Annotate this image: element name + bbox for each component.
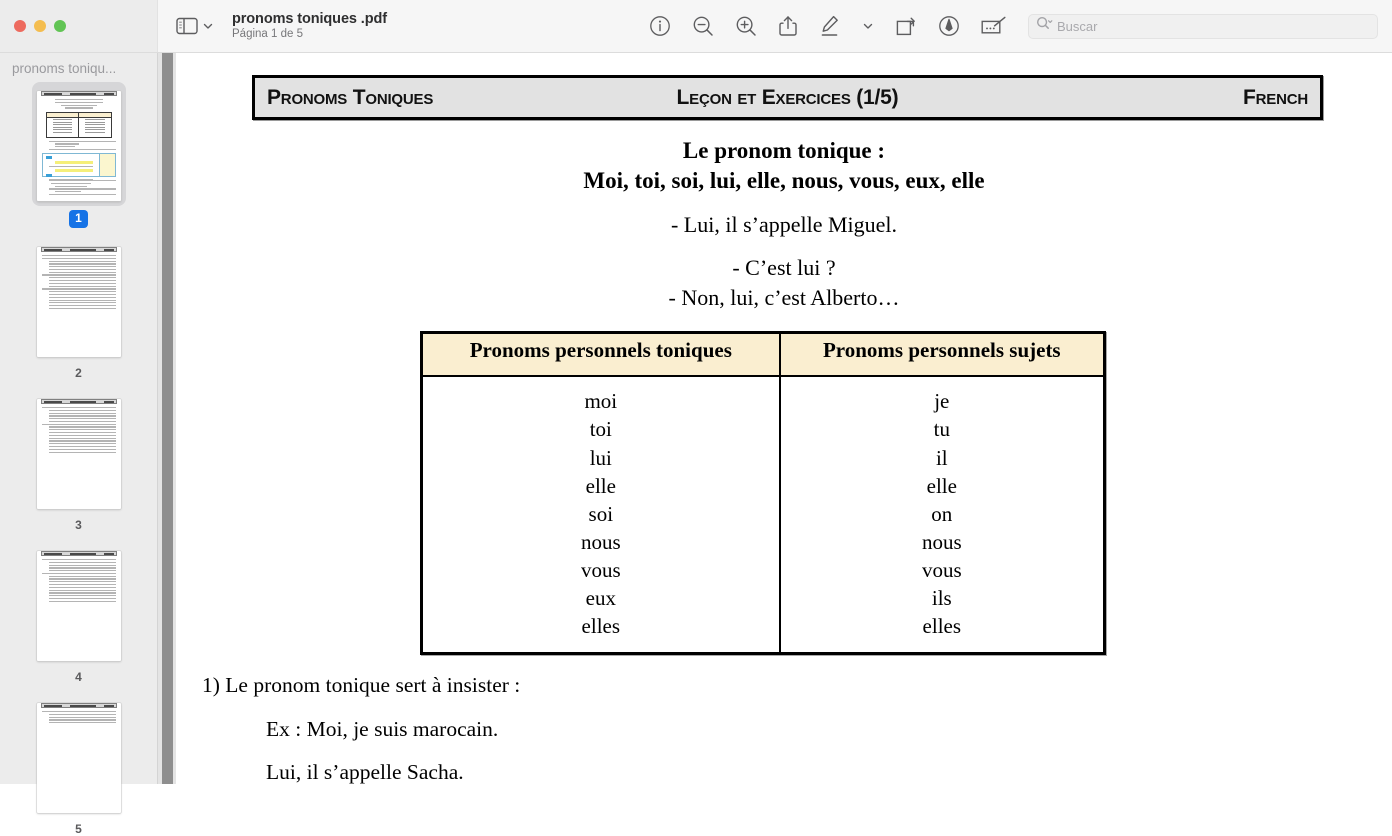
thumbnail-item-5[interactable] [0,694,157,836]
info-icon[interactable] [649,15,671,37]
document-header-banner [252,75,1323,120]
sidebar-icon[interactable] [176,17,198,35]
thumbnail-frame[interactable] [32,694,126,818]
thumbnail-frame[interactable] [32,82,126,206]
pronoun-item: il [935,445,948,470]
thumbnail-page-number: 1 [69,210,88,228]
pronoun-item: eux [585,586,616,611]
search-icon [1036,16,1053,36]
thumbnail-item-1[interactable] [0,82,157,228]
thumbnail-page-preview [37,551,121,661]
search-input[interactable] [1028,14,1378,39]
document-body-text [176,675,1392,784]
pdf-page [176,53,1392,806]
chevron-down-icon[interactable] [862,20,874,32]
sidebar-toggle-group[interactable] [176,17,214,35]
zoom-in-icon[interactable] [735,15,757,37]
banner-center-text: Leçon et Exercices (1/5) [676,85,899,109]
thumbnail-page-preview [37,91,121,201]
thumbnail-frame[interactable] [32,390,126,514]
pronoun-item: ils [931,586,952,611]
thumbnail-page-number: 5 [75,822,82,836]
thumbnail-page-preview [37,703,121,813]
pronoun-item: elles [581,614,621,639]
window-controls [0,0,157,52]
thumbnail-frame[interactable] [32,542,126,666]
search-placeholder: Buscar [1057,18,1098,34]
pronoun-item: vous [921,558,962,583]
thumbnail-item-4[interactable] [0,542,157,684]
mini-banner [41,91,117,96]
example-line-3: - Non, lui, c’est Alberto… [668,285,900,311]
lesson-title-line-2: Moi, toi, soi, lui, elle, nous, vous, eux, elle [583,167,985,193]
thumbnail-list [0,82,157,836]
column-header-subject: Pronoms personnels sujets [780,332,1105,376]
tonic-pronoun-cell [422,376,780,654]
thumbnail-frame[interactable] [32,238,126,362]
pronoun-table-body [422,376,1105,654]
banner-right-text: French [1243,85,1308,109]
pronoun-item: on [931,501,953,526]
thumbnail-page-number: 3 [75,518,82,532]
pronoun-item: nous [580,529,621,554]
sidebar-document-name: pronoms toniqu... [12,61,117,76]
maximize-button[interactable] [54,20,66,32]
document-viewport[interactable] [176,53,1392,784]
mini-banner [41,399,117,404]
banner-left-text: Pronoms Toniques [267,85,434,109]
column-header-tonic: Pronoms personnels toniques [422,332,780,376]
pronoun-item: je [934,389,950,414]
toolbar [0,0,1392,53]
mini-highlight-box [42,153,116,177]
pronoun-item: elles [922,614,962,639]
pronoun-item: soi [588,501,614,526]
example-line-2: - C’est lui ? [732,255,836,281]
pronoun-item: moi [584,389,618,414]
subject-pronoun-cell [780,376,1105,654]
sidebar-scrollbar[interactable] [157,53,176,784]
page-indicator: Página 1 de 5 [232,28,303,41]
toolbar-main [157,0,1392,52]
zoom-out-icon[interactable] [692,15,714,37]
toolbar-actions [649,14,1392,39]
page-title: pronoms toniques .pdf [232,10,387,27]
rotate-icon[interactable] [895,15,917,37]
lesson-title-line-1: Le pronom tonique : [682,138,886,163]
body-line-numbered-1: 1) Le pronom tonique sert à insister : [202,673,521,698]
share-icon[interactable] [778,15,798,37]
pronoun-item: lui [589,445,612,470]
close-button[interactable] [14,20,26,32]
thumbnail-item-2[interactable] [0,238,157,380]
signature-icon[interactable] [981,16,1007,36]
mini-banner [41,247,117,252]
markup-pen-icon[interactable] [819,14,841,38]
minimize-button[interactable] [34,20,46,32]
chevron-down-icon[interactable] [202,20,214,32]
example-line-1: - Lui, il s’appelle Miguel. [670,211,898,237]
thumbnail-page-preview [37,399,121,509]
mini-table [46,112,112,138]
body-line-example-2: Lui, il s’appelle Sacha. [266,760,464,785]
document-title-group [232,11,387,42]
thumbnail-page-number: 2 [75,366,82,380]
pronoun-item: nous [921,529,962,554]
mini-banner [41,703,117,708]
pronoun-item: elle [585,473,616,498]
scrollbar-thumb[interactable] [162,53,173,784]
thumbnail-page-number: 4 [75,670,82,684]
pronoun-item: tu [933,417,950,442]
pronoun-item: vous [580,558,621,583]
thumbnail-page-preview [37,247,121,357]
thumbnail-item-3[interactable] [0,390,157,532]
mini-banner [41,551,117,556]
table-row [422,376,1105,654]
pronoun-table [420,331,1106,656]
pronoun-item: toi [589,417,612,442]
document-title-block [176,136,1392,313]
table-header-row [422,332,1105,376]
body-line-example-1: Ex : Moi, je suis marocain. [266,716,499,741]
pronoun-item: elle [926,473,957,498]
main-area [0,53,1392,836]
thumbnail-sidebar [0,53,157,836]
pronoun-table-head [422,332,1105,376]
annotate-icon[interactable] [938,15,960,37]
